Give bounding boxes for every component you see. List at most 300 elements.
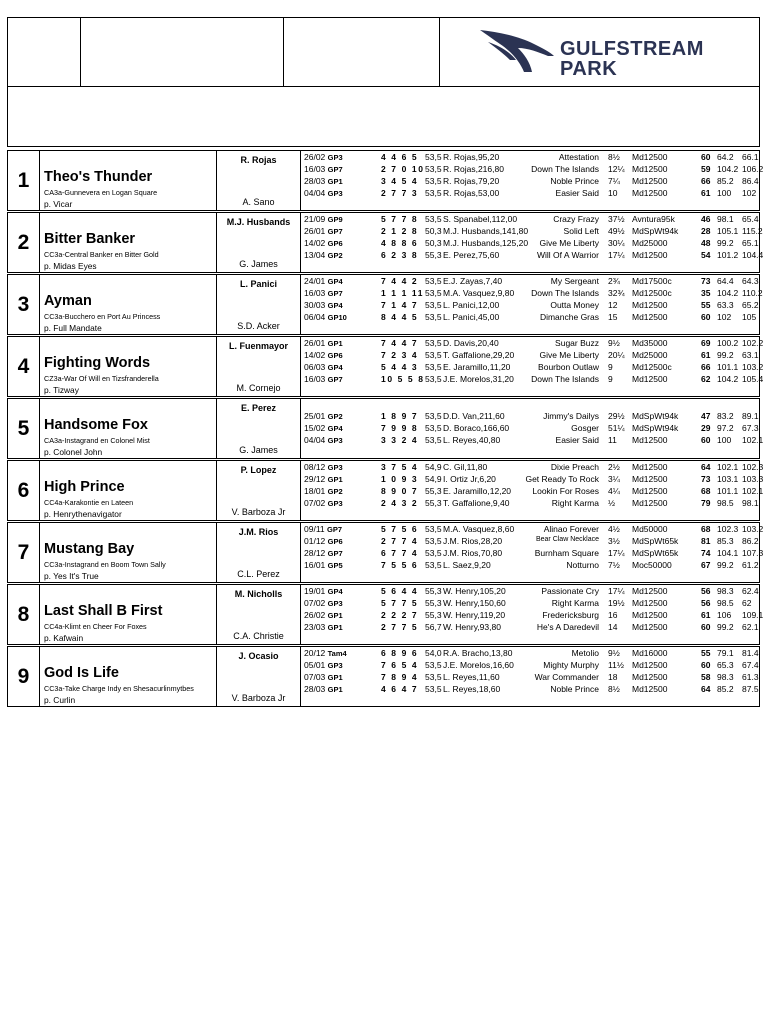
race-jockey-odds: L. Reyes,11,60: [443, 672, 500, 682]
race-line: [301, 423, 759, 435]
horse-sire: p. Yes It's True: [44, 571, 99, 581]
race-margin: 7½: [608, 560, 620, 570]
post-number: 4: [8, 337, 40, 396]
horse-name: Fighting Words: [44, 355, 151, 371]
race-figure-2: 98.1: [742, 498, 759, 508]
entry-row: [7, 646, 760, 707]
race-winner: Gosger: [571, 423, 599, 433]
race-jockey-odds: D.D. Van,211,60: [443, 411, 505, 421]
race-speed: 54: [701, 250, 711, 260]
race-winner: Give Me Liberty: [539, 350, 599, 360]
horse-cell: [40, 585, 217, 644]
race-jockey-odds: J.E. Morelos,16,60: [443, 660, 514, 670]
race-winner: Passionate Cry: [541, 586, 599, 596]
entry-row: [7, 212, 764, 273]
entry-row: [7, 522, 764, 583]
race-speed: 58: [701, 672, 711, 682]
trainer-name: M. Cornejo: [236, 383, 281, 393]
race-figure-2: 103.2: [742, 524, 764, 534]
race-date: 28/12 GP7: [304, 548, 343, 558]
race-figure-2: 102.1: [742, 486, 764, 496]
race-positions: 2 1 2 8: [381, 226, 419, 236]
race-line: [301, 672, 759, 684]
race-class: Avntura95k: [632, 214, 675, 224]
race-winner: Will Of A Warrior: [536, 250, 599, 260]
race-winner: Sugar Buzz: [555, 338, 599, 348]
race-class: Md12500: [632, 176, 668, 186]
race-positions: 3 7 5 4: [381, 462, 419, 472]
race-line: [301, 684, 759, 696]
race-winner: Burnham Square: [534, 548, 599, 558]
race-track: GP1: [327, 611, 343, 620]
race-track: GP9: [327, 215, 343, 224]
race-class: Md16000: [632, 648, 668, 658]
race-margin: 30¼: [608, 238, 625, 248]
race-winner: He's A Daredevil: [536, 622, 599, 632]
past-performances: [301, 523, 764, 582]
race-figure-1: 98.1: [717, 214, 734, 224]
race-track: GP3: [327, 661, 343, 670]
header-box: [7, 17, 760, 147]
jockey-trainer-cell: [217, 151, 301, 210]
race-margin: 11½: [608, 660, 624, 670]
race-weight: 50,3: [425, 226, 442, 236]
race-margin: 12: [608, 300, 618, 310]
jockey-name: R. Rojas: [240, 155, 277, 165]
horse-cell: [40, 151, 217, 210]
race-positions: 3 3 2 4: [381, 435, 419, 445]
race-figure-1: 63.3: [717, 300, 734, 310]
race-speed: 74: [701, 548, 711, 558]
race-positions: 8 4 4 5: [381, 312, 419, 322]
race-speed: 29: [701, 423, 711, 433]
jockey-trainer-cell: [217, 337, 301, 396]
race-track: GP7: [327, 525, 343, 534]
race-winner: Dimanche Gras: [539, 312, 599, 322]
race-jockey-odds: L. Reyes,40,80: [443, 435, 501, 445]
race-date: 18/01 GP2: [304, 486, 343, 496]
past-performances: [301, 337, 764, 396]
horse-pedigree: CC4a-Klimt en Cheer For Foxes: [44, 622, 147, 631]
race-weight: 55,3: [425, 610, 442, 620]
race-track: GP3: [327, 189, 343, 198]
race-figure-2: 107.3: [742, 548, 764, 558]
race-positions: 2 7 7 5: [381, 622, 419, 632]
race-margin: 20¼: [608, 350, 625, 360]
race-weight: 53,5: [425, 374, 442, 384]
race-weight: 55,3: [425, 586, 442, 596]
post-number: 6: [8, 461, 40, 520]
race-line: [301, 350, 759, 362]
horse-pedigree: CC4a-Karakontie en Lateen: [44, 498, 134, 507]
header-cell: [284, 18, 440, 87]
race-class: Md25000: [632, 350, 668, 360]
horse-cell: [40, 523, 217, 582]
race-weight: 53,5: [425, 350, 442, 360]
race-margin: 8½: [608, 684, 620, 694]
race-line: [301, 435, 764, 447]
race-speed: 68: [701, 486, 711, 496]
race-line: [301, 586, 759, 598]
race-line: [301, 226, 763, 238]
horse-name: Mustang Bay: [44, 541, 135, 557]
race-class: Md12500: [632, 684, 668, 694]
race-figure-2: 64.3: [742, 276, 759, 286]
post-number: 9: [8, 647, 40, 706]
race-positions: 6 7 7 4: [381, 548, 419, 558]
race-margin: 15: [608, 312, 618, 322]
race-positions: 6 8 9 6: [381, 648, 419, 658]
race-figure-2: 109.1: [742, 610, 764, 620]
race-class: Md12500: [632, 374, 668, 384]
race-margin: 10: [608, 188, 618, 198]
race-track: GP4: [327, 301, 343, 310]
race-positions: 5 7 5 6: [381, 524, 419, 534]
race-figure-1: 85.3: [717, 536, 734, 546]
jockey-trainer-cell: [217, 585, 301, 644]
race-weight: 53,5: [425, 435, 442, 445]
race-date: 07/02 GP3: [304, 498, 343, 508]
race-figure-2: 62: [742, 598, 752, 608]
race-weight: 53,5: [425, 152, 442, 162]
race-figure-1: 104.2: [717, 164, 739, 174]
race-class: MdSpWt65k: [632, 548, 679, 558]
race-figure-2: 62.4: [742, 586, 759, 596]
race-class: Md12500: [632, 164, 668, 174]
race-speed: 60: [701, 152, 711, 162]
race-weight: 53,5: [425, 536, 442, 546]
race-figure-2: 62.1: [742, 622, 759, 632]
race-figure-1: 103.1: [717, 474, 739, 484]
race-margin: 11: [608, 435, 617, 445]
race-jockey-odds: D. Davis,20,40: [443, 338, 499, 348]
race-winner: Right Karma: [551, 598, 599, 608]
race-margin: 3¼: [608, 474, 620, 484]
race-margin: 37½: [608, 214, 625, 224]
race-margin: 9½: [608, 648, 620, 658]
entry-row: [7, 460, 764, 521]
race-figure-1: 64.2: [717, 152, 734, 162]
jockey-name: M.J. Husbands: [226, 217, 291, 227]
race-class: Md12500c: [632, 288, 672, 298]
race-jockey-odds: R. Rojas,216,80: [443, 164, 504, 174]
logo-line-1: GULFSTREAM: [560, 38, 704, 60]
race-figure-2: 67.4: [742, 660, 759, 670]
race-speed: 60: [701, 660, 711, 670]
race-figure-2: 89.1: [742, 411, 759, 421]
race-line: [301, 176, 759, 188]
race-margin: ½: [608, 498, 616, 508]
race-line: [301, 214, 759, 226]
race-weight: 53,5: [425, 524, 442, 534]
race-weight: 53,5: [425, 660, 442, 670]
race-winner: Notturno: [566, 560, 599, 570]
race-margin: 49½: [608, 226, 625, 236]
race-class: Md12500: [632, 586, 668, 596]
race-margin: 17¼: [608, 548, 625, 558]
race-winner: Fredericksburg: [542, 610, 599, 620]
race-figure-1: 101.1: [717, 486, 739, 496]
race-date: 23/03 GP1: [304, 622, 343, 632]
race-figure-2: 66.1: [742, 152, 759, 162]
race-track: GP10: [327, 313, 347, 322]
race-track: GP6: [327, 351, 343, 360]
race-line: [301, 250, 764, 262]
race-margin: 9: [608, 374, 613, 384]
trainer-name: G. James: [239, 445, 278, 455]
race-weight: 54,9: [425, 462, 442, 472]
race-figure-1: 100: [717, 188, 732, 198]
race-winner: Bourbon Outlaw: [538, 362, 599, 372]
race-margin: 17¼: [608, 250, 625, 260]
race-figure-2: 102.1: [742, 435, 764, 445]
race-jockey-odds: M.J. Husbands,125,20: [443, 238, 529, 248]
race-class: MdSpWt65k: [632, 536, 679, 546]
race-speed: 79: [701, 498, 711, 508]
race-weight: 53,5: [425, 300, 442, 310]
race-speed: 48: [701, 238, 711, 248]
race-jockey-odds: T. Gaffalione,29,20: [443, 350, 515, 360]
race-positions: 7 4 4 2: [381, 276, 419, 286]
race-speed: 66: [701, 176, 711, 186]
race-jockey-odds: J.M. Rios,70,80: [443, 548, 503, 558]
race-margin: 8½: [608, 152, 620, 162]
race-date: 28/03 GP1: [304, 176, 343, 186]
race-figure-2: 61.2: [742, 560, 759, 570]
race-figure-1: 101.1: [717, 362, 739, 372]
race-jockey-odds: M.A. Vasquez,8,60: [443, 524, 515, 534]
race-winner: Attestation: [558, 152, 599, 162]
race-line: [301, 560, 759, 572]
past-performances: [301, 585, 764, 644]
horse-name: Theo's Thunder: [44, 169, 153, 185]
race-winner: Give Me Liberty: [539, 238, 599, 248]
race-speed: 61: [701, 610, 711, 620]
race-date: 19/01 GP4: [304, 586, 343, 596]
race-speed: 69: [701, 338, 711, 348]
race-figure-2: 105: [742, 312, 757, 322]
race-date: 08/12 GP3: [304, 462, 343, 472]
horse-pedigree: CC3a-Take Charge Indy en Shesacurlinmytbes: [44, 684, 194, 693]
race-weight: 54,0: [425, 648, 442, 658]
horse-pedigree: CC3a-Central Banker en Bitter Gold: [44, 250, 159, 259]
post-number: 3: [8, 275, 40, 334]
race-date: 07/03 GP1: [304, 672, 343, 682]
race-margin: 14: [608, 622, 618, 632]
trainer-name: A. Sano: [242, 197, 275, 207]
post-number: 2: [8, 213, 40, 272]
race-speed: 60: [701, 435, 711, 445]
race-positions: 2 7 7 3: [381, 188, 419, 198]
horse-name: High Prince: [44, 479, 125, 495]
race-jockey-odds: R. Rojas,79,20: [443, 176, 500, 186]
race-speed: 56: [701, 586, 711, 596]
race-jockey-odds: L. Reyes,18,60: [443, 684, 501, 694]
race-winner: Right Karma: [551, 498, 599, 508]
race-figure-1: 98.3: [717, 672, 734, 682]
race-class: Md12500: [632, 672, 668, 682]
race-track: GP4: [327, 363, 343, 372]
race-winner: Mighty Murphy: [543, 660, 599, 670]
race-line: [301, 411, 759, 423]
race-figure-1: 83.2: [717, 411, 734, 421]
race-line: [301, 536, 759, 548]
race-figure-2: 102.3: [742, 462, 764, 472]
trainer-name: C.A. Christie: [233, 631, 284, 641]
race-jockey-odds: J.E. Morelos,31,20: [443, 374, 514, 384]
race-class: Md12500: [632, 610, 668, 620]
race-jockey-odds: L. Saez,9,20: [443, 560, 491, 570]
race-weight: 54,9: [425, 474, 442, 484]
race-speed: 66: [701, 362, 711, 372]
race-line: [301, 312, 759, 324]
trainer-name: G. James: [239, 259, 278, 269]
race-date: 29/12 GP1: [304, 474, 343, 484]
race-speed: 56: [701, 598, 711, 608]
post-number: 7: [8, 523, 40, 582]
race-weight: 55,3: [425, 598, 442, 608]
race-date: 28/03 GP1: [304, 684, 343, 694]
race-positions: 10 5 5 8: [381, 374, 425, 384]
past-performances: [301, 275, 763, 334]
race-class: MdSpWt94k: [632, 423, 679, 433]
race-jockey-odds: L. Panici,12,00: [443, 300, 500, 310]
race-track: GP2: [327, 487, 343, 496]
race-margin: 2½: [608, 462, 620, 472]
race-date: 24/01 GP4: [304, 276, 343, 286]
race-date: 01/12 GP6: [304, 536, 343, 546]
race-speed: 46: [701, 214, 711, 224]
header-divider: [8, 86, 759, 87]
race-weight: 53,5: [425, 214, 442, 224]
race-line: [301, 300, 759, 312]
race-figure-1: 85.2: [717, 684, 734, 694]
race-track: GP2: [327, 412, 343, 421]
race-track: GP4: [327, 277, 343, 286]
race-track: GP5: [327, 561, 343, 570]
horse-pedigree: CZ3a-War Of Will en Tizsfranderella: [44, 374, 159, 383]
race-class: Md12500: [632, 250, 668, 260]
race-track: GP7: [327, 549, 343, 558]
race-line: [301, 276, 759, 288]
race-speed: 47: [701, 411, 711, 421]
trainer-name: V. Barboza Jr: [231, 507, 286, 517]
race-figure-1: 102.3: [717, 524, 739, 534]
race-date: 20/12 Tam4: [304, 648, 347, 658]
race-winner: Down The Islands: [531, 288, 599, 298]
horse-pedigree: CA3a-Gunnevera en Logan Square: [44, 188, 158, 197]
race-winner: Outta Money: [550, 300, 599, 310]
race-line: [301, 548, 764, 560]
horse-sire: p. Curlin: [44, 695, 76, 705]
race-class: Md17500c: [632, 276, 672, 286]
past-performances: [301, 213, 764, 272]
race-figure-1: 98.5: [717, 598, 734, 608]
race-figure-1: 104.2: [717, 288, 739, 298]
race-positions: 2 7 7 4: [381, 536, 419, 546]
race-date: 09/11 GP7: [304, 524, 343, 534]
race-weight: 53,5: [425, 672, 442, 682]
race-positions: 5 7 7 5: [381, 598, 419, 608]
race-class: Md12500: [632, 462, 668, 472]
race-date: 25/01 GP2: [304, 411, 343, 421]
race-date: 26/02 GP1: [304, 610, 343, 620]
entry-row: [7, 274, 763, 335]
gulfstream-park-logo: [478, 24, 748, 82]
race-weight: 55,3: [425, 486, 442, 496]
race-jockey-odds: E. Perez,75,60: [443, 250, 500, 260]
race-positions: 5 4 4 3: [381, 362, 419, 372]
race-line: [301, 474, 764, 486]
entry-row: [7, 398, 764, 459]
race-track: GP1: [327, 177, 343, 186]
race-figure-2: 86.2: [742, 536, 759, 546]
race-figure-1: 98.5: [717, 498, 734, 508]
race-track: GP6: [327, 239, 343, 248]
race-date: 04/04 GP3: [304, 188, 343, 198]
race-figure-1: 97.2: [717, 423, 734, 433]
race-line: [301, 648, 759, 660]
post-number: 8: [8, 585, 40, 644]
race-figure-2: 110.2: [742, 288, 763, 298]
race-margin: 16: [608, 610, 618, 620]
horse-pedigree: CC3a-Instagrand en Boom Town Sally: [44, 560, 166, 569]
race-figure-1: 98.3: [717, 586, 734, 596]
race-date: 04/04 GP3: [304, 435, 343, 445]
race-positions: 2 7 0 10: [381, 164, 425, 174]
race-positions: 7 1 4 7: [381, 300, 419, 310]
trainer-name: C.L. Perez: [237, 569, 280, 579]
race-positions: 7 2 3 4: [381, 350, 419, 360]
race-weight: 53,5: [425, 411, 442, 421]
race-figure-1: 100.2: [717, 338, 739, 348]
race-speed: 64: [701, 462, 711, 472]
race-positions: 7 6 5 4: [381, 660, 419, 670]
race-figure-2: 104.4: [742, 250, 764, 260]
race-figure-1: 64.4: [717, 276, 734, 286]
jockey-trainer-cell: [217, 275, 301, 334]
race-figure-1: 79.1: [717, 648, 734, 658]
jockey-trainer-cell: [217, 523, 301, 582]
race-track: GP1: [327, 623, 343, 632]
race-line: [301, 188, 759, 200]
race-class: Md12500: [632, 474, 668, 484]
race-figure-1: 99.2: [717, 560, 734, 570]
race-margin: 3½: [608, 536, 620, 546]
race-figure-1: 85.2: [717, 176, 734, 186]
race-margin: 51¼: [608, 423, 625, 433]
horse-cell: [40, 275, 217, 334]
race-speed: 73: [701, 474, 711, 484]
race-track: GP3: [327, 436, 343, 445]
horse-name: Last Shall B First: [44, 603, 163, 619]
race-track: GP3: [327, 153, 343, 162]
jockey-trainer-cell: [217, 647, 301, 706]
race-class: Md50000: [632, 524, 668, 534]
race-class: Md12500c: [632, 362, 672, 372]
horse-sire: p. Henrythenavigator: [44, 509, 122, 519]
race-winner: Metolio: [571, 648, 599, 658]
race-figure-1: 104.1: [717, 548, 739, 558]
race-winner: Alinao Forever: [543, 524, 599, 534]
race-line: [301, 610, 764, 622]
trainer-name: S.D. Acker: [237, 321, 280, 331]
race-track: GP3: [327, 463, 343, 472]
race-speed: 60: [701, 622, 711, 632]
horse-sire: p. Full Mandate: [44, 323, 102, 333]
race-date: 30/03 GP4: [304, 300, 343, 310]
race-jockey-odds: I. Ortiz Jr,6,20: [443, 474, 496, 484]
